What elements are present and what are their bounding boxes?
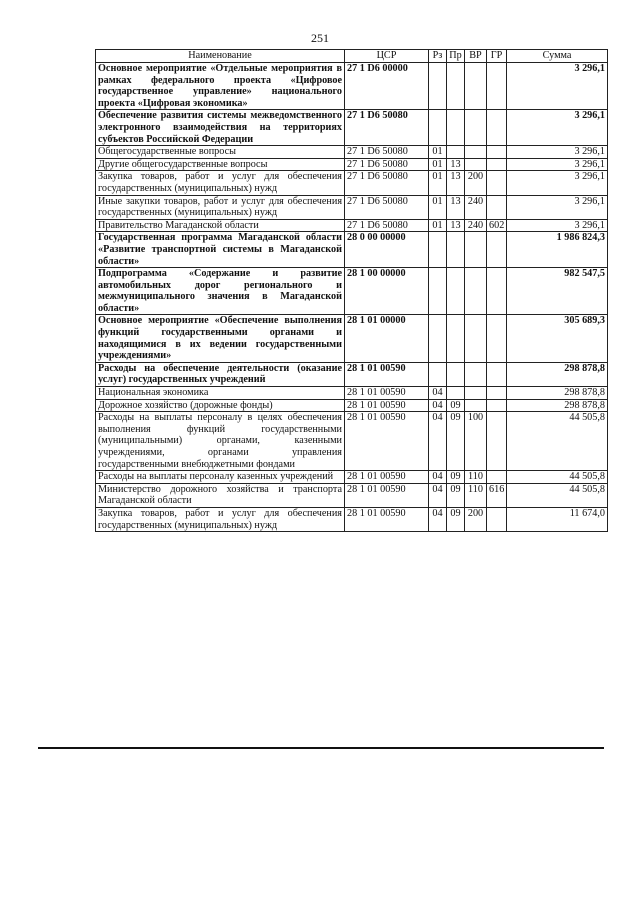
table-row bbox=[96, 315, 608, 362]
row-name: Основное мероприятие «Обеспечение выполнения функций государственными органами и находящимися в их ведении государственными учреждениями» bbox=[96, 315, 345, 362]
row-pr: 09 bbox=[447, 507, 465, 531]
row-name: Основное мероприятие «Отдельные мероприятия в рамках федерального проекта «Цифровое государственное управление» национального проекта «Цифровая экономика» bbox=[96, 63, 345, 110]
row-pr bbox=[447, 268, 465, 315]
row-sum: 298 878,8 bbox=[507, 387, 608, 400]
row-sum: 3 296,1 bbox=[507, 158, 608, 171]
row-pr: 09 bbox=[447, 412, 465, 471]
row-vr bbox=[465, 110, 487, 146]
row-rz: 01 bbox=[429, 195, 447, 219]
page-number: 251 bbox=[311, 31, 329, 45]
row-rz: 04 bbox=[429, 483, 447, 507]
row-rz bbox=[429, 268, 447, 315]
row-gr bbox=[487, 412, 507, 471]
table-row bbox=[96, 146, 608, 159]
row-csr: 27 1 D6 50080 bbox=[345, 171, 429, 195]
table-row bbox=[96, 483, 608, 507]
row-pr bbox=[447, 110, 465, 146]
row-pr bbox=[447, 146, 465, 159]
row-gr bbox=[487, 146, 507, 159]
row-sum: 298 878,8 bbox=[507, 362, 608, 386]
row-csr: 28 1 01 00590 bbox=[345, 387, 429, 400]
row-sum: 44 505,8 bbox=[507, 483, 608, 507]
table-row bbox=[96, 195, 608, 219]
row-name: Подпрограмма «Содержание и развитие автомобильных дорог регионального и межмуниципального значения в Магаданской области» bbox=[96, 268, 345, 315]
row-vr bbox=[465, 268, 487, 315]
row-name: Другие общегосударственные вопросы bbox=[96, 158, 345, 171]
row-name: Общегосударственные вопросы bbox=[96, 146, 345, 159]
table-row bbox=[96, 219, 608, 232]
row-vr: 240 bbox=[465, 195, 487, 219]
row-vr bbox=[465, 387, 487, 400]
row-csr: 28 1 01 00590 bbox=[345, 399, 429, 412]
row-vr: 240 bbox=[465, 219, 487, 232]
header-name: Наименование bbox=[96, 50, 345, 63]
row-csr: 28 1 01 00590 bbox=[345, 471, 429, 484]
row-vr bbox=[465, 63, 487, 110]
row-rz: 01 bbox=[429, 158, 447, 171]
row-pr: 13 bbox=[447, 171, 465, 195]
table-row bbox=[96, 471, 608, 484]
table-row bbox=[96, 232, 608, 268]
row-gr bbox=[487, 507, 507, 531]
table-row bbox=[96, 412, 608, 471]
row-gr bbox=[487, 232, 507, 268]
header-pr: Пр bbox=[447, 50, 465, 63]
row-pr bbox=[447, 387, 465, 400]
row-vr bbox=[465, 158, 487, 171]
row-csr: 27 1 D6 50080 bbox=[345, 158, 429, 171]
table-header-row bbox=[96, 50, 608, 63]
bottom-rule bbox=[38, 747, 604, 749]
row-sum: 3 296,1 bbox=[507, 63, 608, 110]
row-pr: 13 bbox=[447, 158, 465, 171]
row-rz: 04 bbox=[429, 412, 447, 471]
row-gr bbox=[487, 471, 507, 484]
row-gr bbox=[487, 399, 507, 412]
row-vr: 100 bbox=[465, 412, 487, 471]
header-csr: ЦСР bbox=[345, 50, 429, 63]
row-rz bbox=[429, 362, 447, 386]
row-sum: 298 878,8 bbox=[507, 399, 608, 412]
row-csr: 27 1 D6 50080 bbox=[345, 195, 429, 219]
row-sum: 3 296,1 bbox=[507, 171, 608, 195]
row-name: Расходы на выплаты персоналу в целях обеспечения выполнения функций государственными (муниципальными) органами, казенными учреждениями, органами управления государственными внебюджетными фондами bbox=[96, 412, 345, 471]
row-pr bbox=[447, 315, 465, 362]
row-vr bbox=[465, 315, 487, 362]
row-gr bbox=[487, 171, 507, 195]
row-vr bbox=[465, 146, 487, 159]
row-rz: 01 bbox=[429, 146, 447, 159]
row-name: Государственная программа Магаданской области «Развитие транспортной системы в Магаданской области» bbox=[96, 232, 345, 268]
row-name: Иные закупки товаров, работ и услуг для обеспечения государственных (муниципальных) нужд bbox=[96, 195, 345, 219]
row-vr bbox=[465, 399, 487, 412]
row-rz bbox=[429, 232, 447, 268]
header-rz: Рз bbox=[429, 50, 447, 63]
table-row bbox=[96, 110, 608, 146]
row-name: Национальная экономика bbox=[96, 387, 345, 400]
header-gr: ГР bbox=[487, 50, 507, 63]
row-gr bbox=[487, 158, 507, 171]
row-name: Обеспечение развития системы межведомственного электронного взаимодействия на территориях субъектов Российской Федерации bbox=[96, 110, 345, 146]
row-rz: 01 bbox=[429, 171, 447, 195]
row-csr: 28 1 01 00590 bbox=[345, 362, 429, 386]
row-gr: 602 bbox=[487, 219, 507, 232]
row-sum: 3 296,1 bbox=[507, 110, 608, 146]
table-row bbox=[96, 399, 608, 412]
row-pr: 09 bbox=[447, 471, 465, 484]
row-name: Дорожное хозяйство (дорожные фонды) bbox=[96, 399, 345, 412]
row-csr: 28 1 01 00590 bbox=[345, 483, 429, 507]
row-pr: 09 bbox=[447, 483, 465, 507]
header-vr: ВР bbox=[465, 50, 487, 63]
row-rz: 01 bbox=[429, 219, 447, 232]
row-csr: 28 1 01 00590 bbox=[345, 507, 429, 531]
row-rz bbox=[429, 315, 447, 362]
row-vr: 110 bbox=[465, 483, 487, 507]
row-csr: 28 1 01 00590 bbox=[345, 412, 429, 471]
row-csr: 28 1 00 00000 bbox=[345, 268, 429, 315]
table-row bbox=[96, 387, 608, 400]
row-csr: 28 0 00 00000 bbox=[345, 232, 429, 268]
table-row bbox=[96, 362, 608, 386]
row-name: Закупка товаров, работ и услуг для обеспечения государственных (муниципальных) нужд bbox=[96, 171, 345, 195]
row-sum: 3 296,1 bbox=[507, 146, 608, 159]
row-sum: 982 547,5 bbox=[507, 268, 608, 315]
row-csr: 28 1 01 00000 bbox=[345, 315, 429, 362]
row-csr: 27 1 D6 50080 bbox=[345, 110, 429, 146]
row-vr: 200 bbox=[465, 171, 487, 195]
row-gr bbox=[487, 195, 507, 219]
row-sum: 305 689,3 bbox=[507, 315, 608, 362]
row-name: Расходы на обеспечение деятельности (оказание услуг) государственных учреждений bbox=[96, 362, 345, 386]
row-sum: 3 296,1 bbox=[507, 219, 608, 232]
budget-table bbox=[95, 49, 608, 532]
table-row bbox=[96, 158, 608, 171]
row-rz: 04 bbox=[429, 387, 447, 400]
row-pr: 13 bbox=[447, 195, 465, 219]
row-gr bbox=[487, 63, 507, 110]
row-pr bbox=[447, 362, 465, 386]
row-sum: 1 986 824,3 bbox=[507, 232, 608, 268]
row-vr: 200 bbox=[465, 507, 487, 531]
table-row bbox=[96, 171, 608, 195]
row-vr bbox=[465, 362, 487, 386]
row-csr: 27 1 D6 50080 bbox=[345, 219, 429, 232]
row-pr: 09 bbox=[447, 399, 465, 412]
row-csr: 27 1 D6 50080 bbox=[345, 146, 429, 159]
row-gr bbox=[487, 110, 507, 146]
row-rz: 04 bbox=[429, 471, 447, 484]
row-gr bbox=[487, 268, 507, 315]
row-sum: 11 674,0 bbox=[507, 507, 608, 531]
table-row bbox=[96, 63, 608, 110]
row-name: Правительство Магаданской области bbox=[96, 219, 345, 232]
row-pr bbox=[447, 63, 465, 110]
row-name: Закупка товаров, работ и услуг для обеспечения государственных (муниципальных) нужд bbox=[96, 507, 345, 531]
row-vr bbox=[465, 232, 487, 268]
table-row bbox=[96, 268, 608, 315]
row-sum: 44 505,8 bbox=[507, 412, 608, 471]
row-gr bbox=[487, 315, 507, 362]
row-name: Расходы на выплаты персоналу казенных учреждений bbox=[96, 471, 345, 484]
row-name: Министерство дорожного хозяйства и транспорта Магаданской области bbox=[96, 483, 345, 507]
row-rz bbox=[429, 63, 447, 110]
row-csr: 27 1 D6 00000 bbox=[345, 63, 429, 110]
header-sum: Сумма bbox=[507, 50, 608, 63]
row-gr bbox=[487, 362, 507, 386]
row-vr: 110 bbox=[465, 471, 487, 484]
row-rz: 04 bbox=[429, 507, 447, 531]
row-rz bbox=[429, 110, 447, 146]
row-sum: 3 296,1 bbox=[507, 195, 608, 219]
row-gr: 616 bbox=[487, 483, 507, 507]
row-pr bbox=[447, 232, 465, 268]
row-rz: 04 bbox=[429, 399, 447, 412]
row-sum: 44 505,8 bbox=[507, 471, 608, 484]
row-pr: 13 bbox=[447, 219, 465, 232]
table-row bbox=[96, 507, 608, 531]
row-gr bbox=[487, 387, 507, 400]
